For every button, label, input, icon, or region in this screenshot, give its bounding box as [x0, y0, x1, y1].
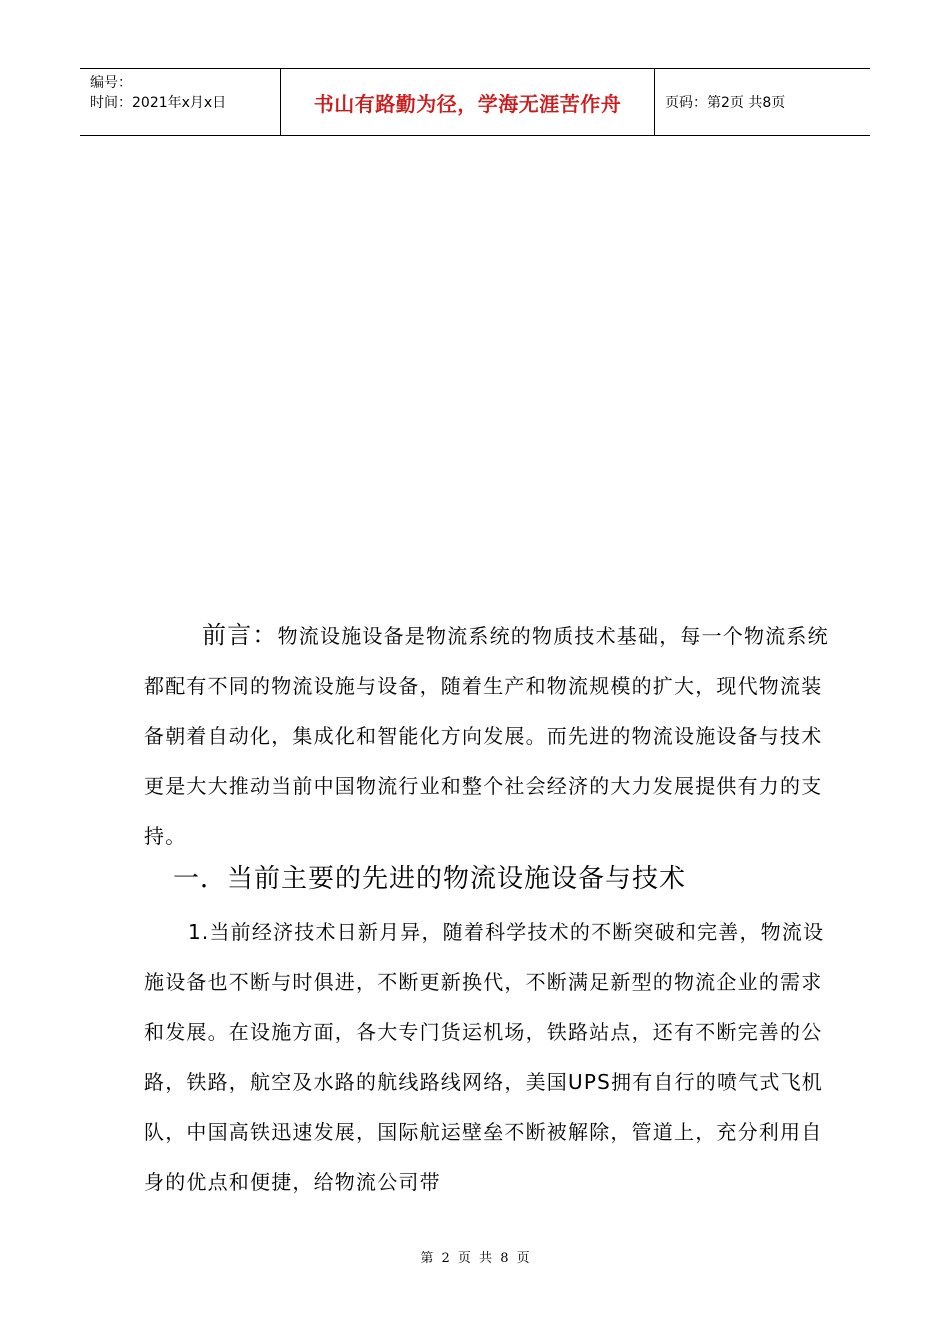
time-label: 时间：2021年x月x日 [90, 95, 227, 111]
header-page-cell [655, 69, 870, 135]
header-motto-cell [281, 69, 655, 135]
preface-text: 物流设施设备是物流系统的物质技术基础，每一个物流系统都配有不同的物流设施与设备，随着生产和物流规模的扩大，现代物流装备朝着自动化，集成化和智能化方向发展。而先进的物流设施设备与技术更是大大推动当前中国物流行业和整个社会经济的大力发展提供有力的支持。 [144, 624, 829, 848]
document-header [80, 68, 870, 136]
motto-text: 书山有路勤为径，学海无涯苦作舟 [313, 91, 622, 116]
body-paragraph-1: 1.当前经济技术日新月异，随着科学技术的不断突破和完善，物流设施设备也不断与时俱进，不断更新换代，不断满足新型的物流企业的需求和发展。在设施方面，各大专门货运机场，铁路站点，还有不断完善的公路，铁路，航空及水路的航线路线网络，美国UPS拥有自行的喷气式飞机队，中国高铁迅速发展，国际航运壁垒不断被解除，管道上，充分利用自身的优点和便捷，给物流公司带 [144, 920, 825, 1194]
number-label: 编号： [90, 75, 132, 91]
page-code: 页码：第2页 共8页 [665, 95, 786, 111]
preface-paragraph [144, 610, 834, 861]
page-footer: 第 2 页 共 8 页 [420, 1251, 530, 1266]
header-info-cell [80, 69, 281, 135]
preface-label: 前言： [202, 621, 278, 649]
section-title: 一．当前主要的先进的物流设施设备与技术 [173, 864, 687, 894]
